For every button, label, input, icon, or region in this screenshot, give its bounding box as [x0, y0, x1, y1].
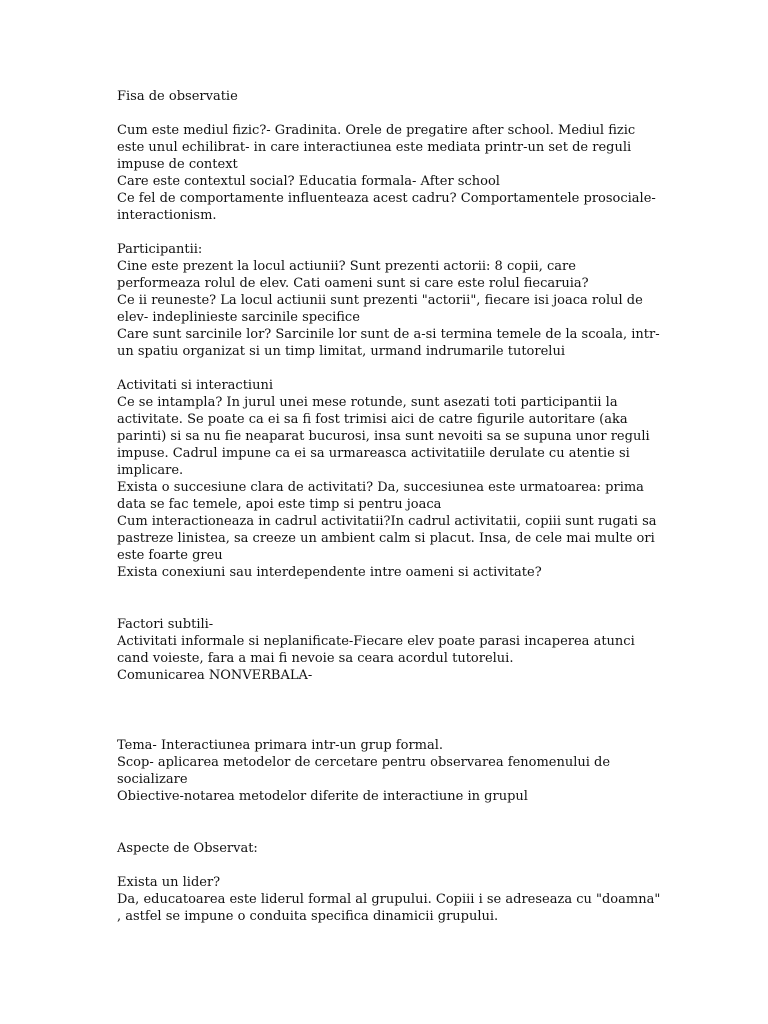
paragraph-line: un spatiu organizat si un timp limitat, urmand indrumarile tutorelui — [117, 344, 565, 359]
paragraph-line: interactionism. — [117, 208, 217, 223]
paragraph-line: impuse. Cadrul impune ca ei sa urmareasca activitatiile derulate cu atentie si — [117, 446, 630, 461]
paragraph-line: Cine este prezent la locul actiunii? Sunt prezenti actorii: 8 copii, care — [117, 259, 576, 274]
paragraph-line: Scop- aplicarea metodelor de cercetare pentru observarea fenomenului de — [117, 755, 611, 770]
section-theme — [117, 737, 657, 805]
paragraph-line: Care sunt sarcinile lor? Sarcinile lor sunt de a-si termina temele de la scoala, intr- — [117, 327, 660, 342]
paragraph-line: Cum interactioneaza in cadrul activitatii?In cadrul activitatii, copiii sunt rugati sa — [117, 514, 657, 529]
paragraph-line: parinti) si sa nu fie neaparat bucurosi, insa sunt nevoiti sa se supuna unor reguli — [117, 429, 650, 444]
paragraph-line: Obiective-notarea metodelor diferite de interactiune in grupul — [117, 789, 528, 804]
section-aspects — [117, 840, 657, 857]
paragraph-line: implicare. — [117, 463, 184, 478]
paragraph-line: Ce fel de comportamente influenteaza acest cadru? Comportamentele prosociale- — [117, 191, 656, 206]
paragraph-line: Activitati informale si neplanificate-Fiecare elev poate parasi incaperea atunci — [117, 634, 635, 649]
paragraph-line: data se fac temele, apoi este timp si pentru joaca — [117, 497, 442, 512]
section-heading: Factori subtili- — [117, 617, 214, 632]
paragraph-line: activitate. Se poate ca ei sa fi fost trimisi aici de catre figurile autoritare (aka — [117, 412, 628, 427]
paragraph-line: Ce ii reuneste? La locul actiunii sunt prezenti "actorii", fiecare isi joaca rolul de — [117, 293, 643, 308]
section-participants — [117, 241, 660, 360]
paragraph-line: Ce se intampla? In jurul unei mese rotunde, sunt asezati toti participantii la — [117, 395, 618, 410]
document-title: Fisa de observatie — [117, 89, 238, 104]
section-heading: Participantii: — [117, 242, 203, 257]
section-heading: Aspecte de Observat: — [117, 841, 258, 856]
paragraph-line: Exista o succesiune clara de activitati? Da, succesiunea este urmatoarea: prima — [117, 480, 644, 495]
section-activities — [117, 377, 657, 581]
document-title-block — [117, 88, 657, 105]
section-heading: Activitati si interactiuni — [117, 378, 273, 393]
paragraph-line: Comunicarea NONVERBALA- — [117, 668, 313, 683]
section-subtle-factors — [117, 616, 657, 684]
paragraph-line: , astfel se impune o conduita specifica dinamicii grupului. — [117, 909, 499, 924]
paragraph-line: cand voieste, fara a mai fi nevoie sa ceara acordul tutorelui. — [117, 651, 514, 666]
paragraph-line: este unul echilibrat- in care interactiunea este mediata printr-un set de reguli — [117, 140, 632, 155]
section-leader — [117, 874, 661, 925]
paragraph-line: impuse de context — [117, 157, 238, 172]
paragraph-line: pastreze linistea, sa creeze un ambient calm si placut. Insa, de cele mai multe ori — [117, 531, 655, 546]
paragraph-line: este foarte greu — [117, 548, 223, 563]
section-physical-environment — [117, 122, 657, 224]
paragraph-line: elev- indeplinieste sarcinile specifice — [117, 310, 360, 325]
paragraph-line: Exista un lider? — [117, 875, 221, 890]
paragraph-line: Da, educatoarea este liderul formal al grupului. Copiii i se adreseaza cu "doamna" — [117, 892, 661, 907]
paragraph-line: Exista conexiuni sau interdependente intre oameni si activitate? — [117, 565, 542, 580]
paragraph-line: Care este contextul social? Educatia formala- After school — [117, 174, 500, 189]
paragraph-line: performeaza rolul de elev. Cati oameni sunt si care este rolul fiecaruia? — [117, 276, 589, 291]
paragraph-line: Tema- Interactiunea primara intr-un grup formal. — [117, 738, 444, 753]
paragraph-line: socializare — [117, 772, 188, 787]
paragraph-line: Cum este mediul fizic?- Gradinita. Orele de pregatire after school. Mediul fizic — [117, 123, 636, 138]
